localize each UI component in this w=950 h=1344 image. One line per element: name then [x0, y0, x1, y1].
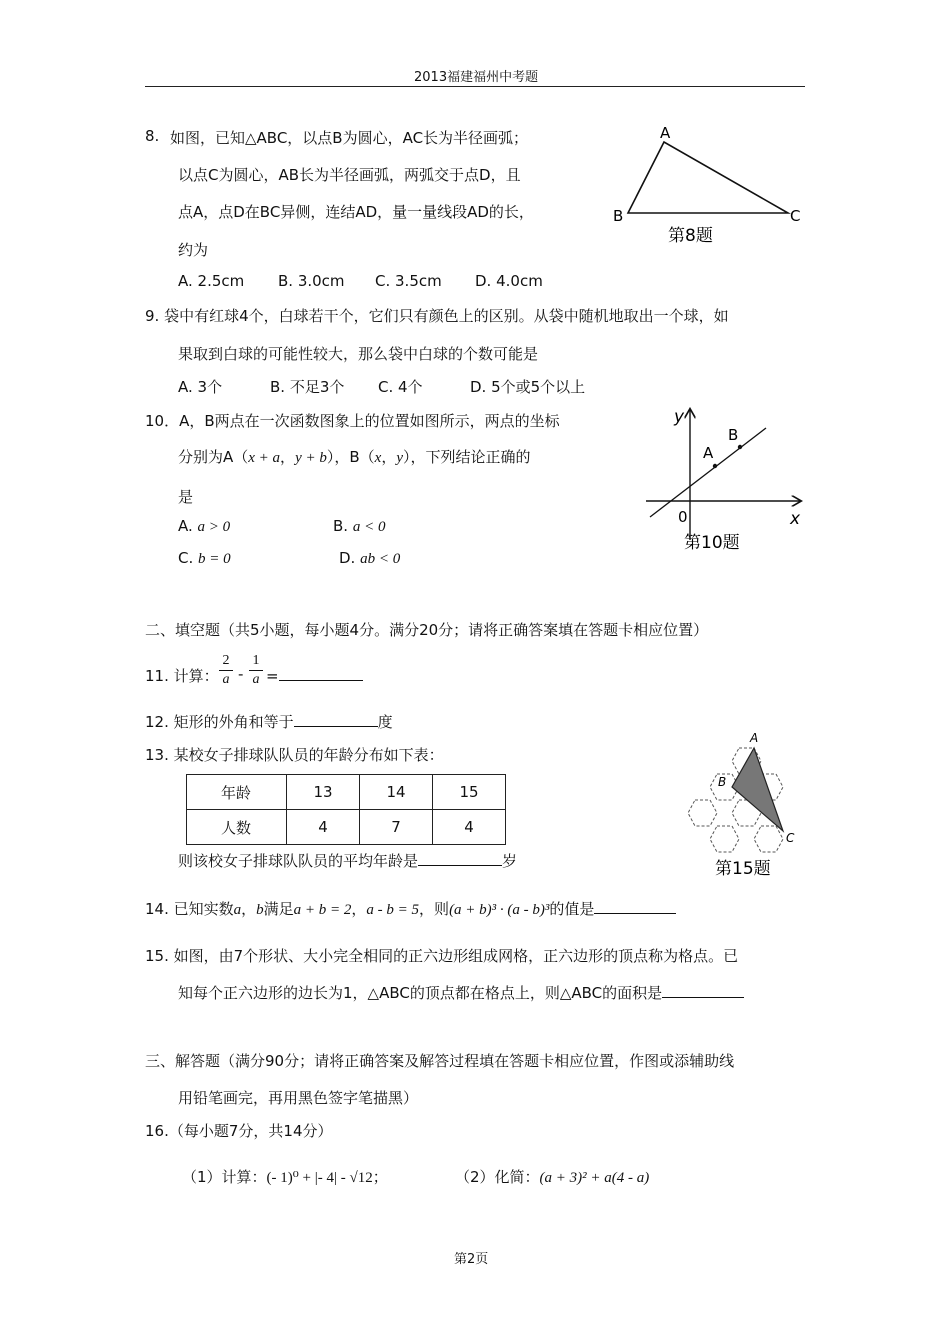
page-footer-number: 第2页 [454, 1252, 489, 1267]
q14-then: ，则 [419, 900, 450, 918]
q15-line-2-text: 知每个正六边形的边长为1，△ABC的顶点都在格点上，则△ABC的面积是 [178, 984, 663, 1002]
q11-denominator-1: a [222, 672, 230, 687]
q10-line-2 [178, 446, 531, 467]
q11-equals: = [266, 667, 279, 685]
q10-point-b [738, 445, 742, 449]
q8-label-b: B [613, 207, 624, 225]
q10-sep-1: ， [280, 448, 296, 466]
q13-after [178, 850, 517, 871]
q13-after-text: 则该校女子排球队队员的平均年龄是 [178, 852, 419, 870]
q10-label-x: x [790, 509, 801, 529]
q16-part-1 [182, 1166, 388, 1187]
q8-option-d: D. 4.0cm [475, 272, 543, 290]
q14-eq-1: a + b = 2 [293, 902, 352, 918]
table-row [187, 775, 506, 810]
q12-suffix: 度 [377, 713, 393, 731]
q11-answer-blank [279, 665, 363, 681]
q10-label-b: B [728, 426, 739, 444]
q8-line-1: 如图，已知△ABC，以点B为圆心，AC长为半径画弧； [170, 129, 529, 147]
q14-post: 的值是 [549, 900, 595, 918]
q8-option-c: C. 3.5cm [375, 272, 442, 290]
q12-prefix: 12. 矩形的外角和等于 [145, 713, 294, 731]
table-cell: 4 [287, 810, 360, 845]
table-cell: 7 [360, 810, 433, 845]
q8-label-c: C [790, 207, 801, 225]
q14-pre: 14. 已知实数 [145, 900, 234, 918]
q10-coord-4: y [396, 450, 403, 466]
q11-fraction-2 [249, 653, 263, 688]
q10-graph-figure [640, 400, 810, 560]
q14-answer-blank [594, 898, 676, 914]
q9-option-c: C. 4个 [378, 378, 423, 396]
q15-label-a: A [750, 731, 759, 745]
q10-option-d [339, 549, 400, 568]
section-3-line-1: 三、解答题（满分90分；请将正确答案及解答过程填在答题卡相应位置，作图或添辅助线 [145, 1052, 735, 1070]
q13-unit: 岁 [502, 852, 518, 870]
q16-part-2-expression: (a + 3)² + a(4 - a) [539, 1170, 650, 1186]
q10-sep-2: ， [381, 448, 397, 466]
q10-option-b-letter: B. [333, 517, 349, 535]
q11-numerator-2: 1 [252, 653, 260, 668]
q10-line-3: 是 [178, 488, 194, 506]
q10-label-origin: 0 [678, 508, 688, 526]
header-rule [145, 86, 805, 87]
q8-option-b: B. 3.0cm [278, 272, 345, 290]
q10-function-line [650, 428, 766, 517]
table-cell: 13 [287, 775, 360, 810]
q11-fraction-bar-1 [219, 670, 233, 671]
q11-fraction-bar-2 [249, 670, 263, 671]
q11-answer [266, 665, 363, 685]
q11-prefix: 11. 计算： [145, 667, 219, 685]
q10-option-b-math: a < 0 [352, 519, 386, 535]
q10-option-c-letter: C. [178, 549, 194, 567]
q16-part-1-label: （1）计算： [182, 1168, 267, 1186]
q16-part-2 [455, 1166, 649, 1187]
table-row [187, 810, 506, 845]
section-3-line-2: 用铅笔画完，再用黑色签字笔描黑） [178, 1089, 419, 1107]
q10-option-d-letter: D. [339, 549, 356, 567]
q9-option-a: A. 3个 [178, 378, 223, 396]
q10-coord-3: x [374, 450, 382, 466]
q16-part-2-label: （2）化简： [455, 1168, 540, 1186]
q14-sep: ， [241, 900, 257, 918]
page-header-title: 2013福建福州中考题 [414, 70, 539, 85]
q8-caption: 第8题 [668, 226, 713, 246]
q10-label-a: A [703, 444, 714, 462]
q10-option-d-math: ab < 0 [360, 551, 401, 567]
q9-line-2: 果取到白球的可能性较大，那么袋中白球的个数可能是 [178, 345, 539, 363]
q10-option-a-letter: A. [178, 517, 193, 535]
table-cell: 人数 [187, 810, 287, 845]
hexagon [710, 826, 739, 852]
table-cell: 14 [360, 775, 433, 810]
q15-label-c: C [786, 831, 795, 845]
q9-line-1: 9. 袋中有红球4个，白球若干个，它们只有颜色上的区别。从袋中随机地取出一个球，如 [145, 307, 729, 325]
q10-coord-2: y + b [295, 450, 327, 466]
table-cell: 年龄 [187, 775, 287, 810]
q15-label-b: B [718, 775, 727, 789]
q14-var-a: a [233, 902, 242, 918]
q11-fraction-1 [219, 653, 233, 688]
table-cell: 4 [433, 810, 506, 845]
q10-line-2-post: ），下列结论正确的 [403, 448, 531, 466]
q11-denominator-2: a [252, 672, 260, 687]
q15-line-2 [178, 982, 744, 1003]
q15-line-1: 15. 如图，由7个形状、大小完全相同的正六边形组成网格，正六边形的顶点称为格点。已 [145, 947, 739, 965]
q16-title: 16.（每小题7分，共14分） [145, 1122, 333, 1140]
q8-triangle-figure [608, 120, 808, 250]
q14-mid: 满足 [263, 900, 294, 918]
q8-option-a: A. 2.5cm [178, 272, 245, 290]
q9-option-d: D. 5个或5个以上 [470, 378, 586, 396]
q15-caption: 第15题 [715, 859, 771, 879]
q14-expression: (a + b)³ · (a - b)³ [449, 902, 550, 918]
q11-numerator-1: 2 [222, 653, 230, 668]
q8-line-4: 约为 [178, 241, 209, 259]
q10-option-b [333, 517, 385, 536]
q16-part-1-end: ； [372, 1168, 388, 1186]
q10-option-a-math: a > 0 [197, 519, 231, 535]
q8-label-a: A [660, 124, 671, 142]
q13-text: 13. 某校女子排球队队员的年龄分布如下表： [145, 746, 444, 764]
q8-line-3: 点A，点D在BC异侧，连结AD，量一量线段AD的长， [178, 203, 534, 221]
section-2-title: 二、填空题（共5小题，每小题4分。满分20分；请将正确答案填在答题卡相应位置） [145, 621, 709, 639]
q8-number: 8. [145, 127, 160, 145]
q10-coord-1: x + a [248, 450, 281, 466]
q10-option-a [178, 517, 230, 536]
q14-comma: ， [351, 900, 367, 918]
q10-line-2-pre: 分别为A（ [178, 448, 249, 466]
q14-eq-2: a - b = 5 [366, 902, 420, 918]
hexagon [688, 800, 717, 826]
q11-minus: - [238, 665, 244, 683]
q10-option-c [178, 549, 231, 568]
q15-hexagon-figure [688, 728, 808, 883]
q14-line [145, 898, 676, 919]
q9-option-b: B. 不足3个 [270, 378, 345, 396]
q8-line-2: 以点C为圆心，AB长为半径画弧，两弧交于点D，且 [178, 166, 521, 184]
q10-line-2-mid: ），B（ [326, 448, 375, 466]
q10-point-a [713, 464, 717, 468]
q10-caption: 第10题 [684, 533, 740, 553]
q12-line [145, 711, 393, 732]
q10-line-1: 10．A，B两点在一次函数图象上的位置如图所示，两点的坐标 [145, 412, 560, 430]
q12-answer-blank [294, 711, 378, 727]
table-cell: 15 [433, 775, 506, 810]
q10-option-c-math: b = 0 [198, 551, 231, 567]
triangle-abc [628, 142, 788, 213]
q15-answer-blank [662, 982, 744, 998]
q10-label-y: y [674, 407, 685, 427]
q13-answer-blank [418, 850, 502, 866]
q16-part-1-expression: (- 1)⁰ + |- 4| - √12 [266, 1170, 373, 1186]
q13-age-table [186, 774, 506, 845]
hexagon [754, 826, 783, 852]
q14-var-b: b [256, 902, 264, 918]
